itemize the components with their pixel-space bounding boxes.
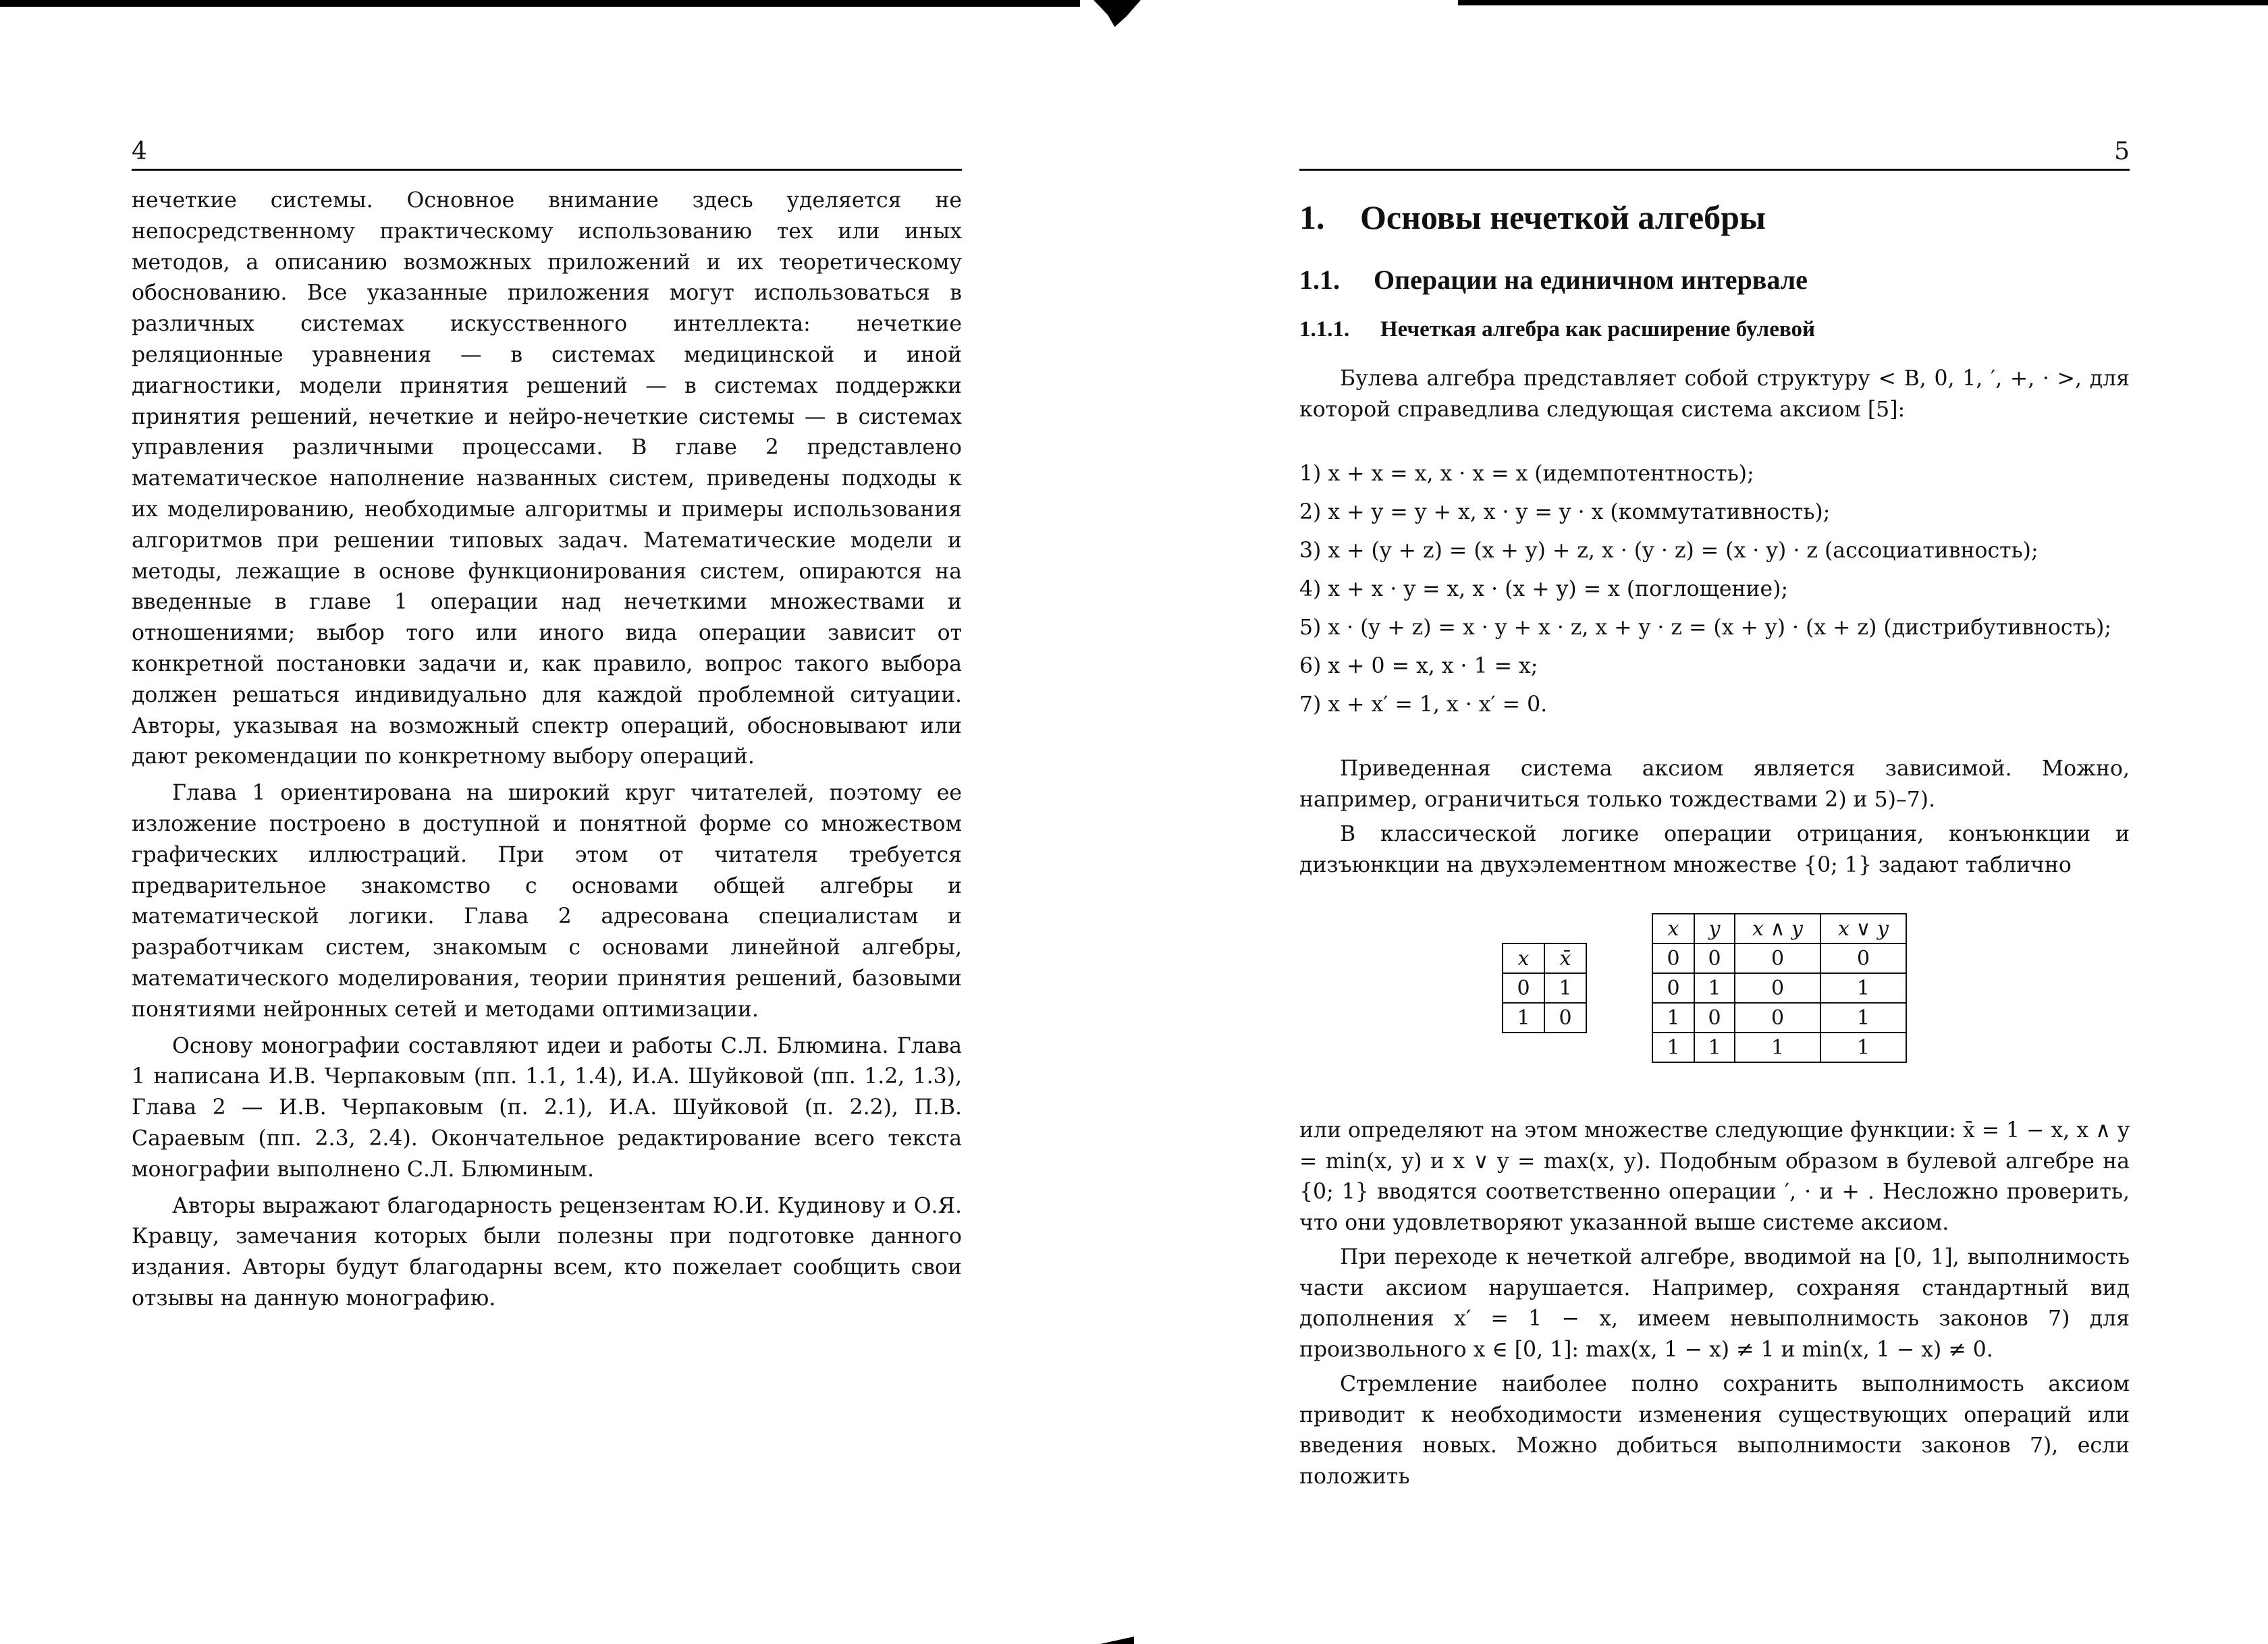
left-paragraph-4: Авторы выражают благодарность рецензентам Ю.И. Кудинову и О.Я. Кравцу, замечания которых были полезны при подготовке данного издания. Авторы будут благодарны всем, кто пожелает сообщить свои отзывы на данную монографию. — [132, 1193, 962, 1311]
scan-blot-top — [1094, 0, 1141, 27]
table-header-cell: x — [1503, 943, 1544, 973]
right-page — [1299, 135, 2130, 1492]
table-row — [1652, 973, 1906, 1003]
table-cell: 1 — [1735, 1033, 1820, 1062]
table-cell: 0 — [1735, 973, 1820, 1003]
table-cell: 1 — [1694, 1033, 1735, 1062]
subsection-heading — [1299, 317, 2130, 342]
axiom-item: 3) x + (y + z) = (x + y) + z, x · (y · z) = (x · y) · z (ассоциативность); — [1299, 539, 2039, 563]
section-title: Операции на единичном интервале — [1374, 265, 1808, 295]
table-header-cell: x̄ — [1544, 943, 1586, 973]
section-number: 1.1. — [1299, 265, 1340, 295]
table-cell: 1 — [1820, 1033, 1906, 1062]
scan-blot-bottom — [1100, 1637, 1134, 1644]
table-row — [1652, 1033, 1906, 1062]
chapter-heading — [1299, 198, 2130, 237]
table-cell: 1 — [1503, 1003, 1544, 1033]
chapter-number: 1. — [1299, 198, 1325, 236]
subsection-number: 1.1.1. — [1299, 317, 1350, 341]
axiom-item: 4) x + x · y = x, x · (x + y) = x (поглощение); — [1299, 577, 1789, 601]
table-header-cell: x ∧ y — [1735, 914, 1820, 943]
table-cell: 0 — [1652, 973, 1694, 1003]
table-row — [1503, 973, 1586, 1003]
scan-edge-left — [0, 0, 1080, 7]
table-cell: 0 — [1820, 943, 1906, 973]
axiom-item: 7) x + x′ = 1, x · x′ = 0. — [1299, 692, 1548, 717]
left-paragraph-2: Глава 1 ориентирована на широкий круг читателей, поэтому ее изложение построено в доступной и понятной форме со множеством графических иллюстраций. При этом от читателя требуется предварительное знакомство с основами общей алгебры и математической логики. Глава 2 адресована специалистам и разработчикам систем, знакомым с основами линейной алгебры, математического моделирования, теории принятия решений, базовыми понятиями нейронных сетей и методами оптимизации. — [132, 781, 962, 1022]
left-body-text — [132, 186, 962, 1315]
table-header-row — [1503, 943, 1586, 973]
axiom-item: 1) x + x = x, x · x = x (идемпотентность); — [1299, 462, 1754, 486]
preserve-axioms-paragraph: Стремление наиболее полно сохранить выполнимость аксиом приводит к необходимости изменения существующих операций или введения новых. Можно добиться выполнимости законов 7), если положить — [1299, 1372, 2130, 1489]
truth-tables — [1299, 908, 2130, 1103]
functions-paragraph: или определяют на этом множестве следующие функции: x̄ = 1 − x, x ∧ y = min(x, y) и x ∨ y = max(x, y). Подобным образом в булевой алгебре на {0; 1} вводятся соответственно операции ′, · и + . Несложно проверить, что они удовлетворяют указанной выше системе аксиом. — [1299, 1118, 2130, 1235]
table-cell: 1 — [1544, 973, 1586, 1003]
table-cell: 1 — [1694, 973, 1735, 1003]
table-cell: 0 — [1503, 973, 1544, 1003]
table-cell: 1 — [1820, 973, 1906, 1003]
right-middle-block — [1299, 754, 2130, 881]
operations-table — [1652, 913, 1907, 1063]
axiom-item: 2) x + y = y + x, x · y = y · x (коммутативность); — [1299, 500, 1831, 524]
axiom-list — [1299, 455, 2130, 724]
table-row — [1652, 943, 1906, 973]
negation-table — [1502, 943, 1587, 1033]
table-cell: 0 — [1544, 1003, 1586, 1033]
table-cell: 0 — [1694, 1003, 1735, 1033]
left-paragraph-3: Основу монографии составляют идеи и работы С.Л. Блюмина. Глава 1 написана И.В. Черпаковым (пп. 1.1, 1.4), И.А. Шуйковой (пп. 1.2, 1.3), Глава 2 — И.В. Черпаковым (п. 2.1), И.А. Шуйковой (п. 2.2), П.В. Сараевым (пп. 2.3, 2.4). Окончательное редактирование всего текста монографии выполнено С.Л. Блюминым. — [132, 1033, 962, 1182]
table-cell: 0 — [1735, 943, 1820, 973]
table-cell: 1 — [1652, 1033, 1694, 1062]
boolean-algebra-intro: Булева алгебра представляет собой структуру < B, 0, 1, ′, +, · >, для которой справедлива следующая система аксиом [5]: — [1299, 366, 2130, 422]
table-header-cell: x ∨ y — [1820, 914, 1906, 943]
table-cell: 1 — [1652, 1003, 1694, 1033]
table-cell: 0 — [1652, 943, 1694, 973]
section-heading — [1299, 264, 2130, 296]
left-page-number: 4 — [132, 138, 147, 165]
table-cell: 0 — [1735, 1003, 1820, 1033]
right-page-number: 5 — [2114, 138, 2130, 165]
dependent-axioms-paragraph: Приведенная система аксиом является зависимой. Можно, например, ограничиться только тождествами 2) и 5)–7). — [1299, 757, 2130, 812]
table-row — [1503, 1003, 1586, 1033]
table-cell: 0 — [1694, 943, 1735, 973]
left-running-head — [132, 135, 962, 171]
left-page — [132, 135, 962, 1315]
axiom-item: 6) x + 0 = x, x · 1 = x; — [1299, 654, 1538, 678]
table-cell: 1 — [1820, 1003, 1906, 1033]
table-header-cell: y — [1694, 914, 1735, 943]
table-row — [1652, 1003, 1906, 1033]
chapter-title: Основы нечеткой алгебры — [1360, 198, 1766, 236]
right-intro-block — [1299, 364, 2130, 425]
right-running-head — [1299, 135, 2130, 171]
table-header-row — [1652, 914, 1906, 943]
subsection-title: Нечеткая алгебра как расширение булевой — [1380, 317, 1815, 341]
classic-logic-paragraph: В классической логике операции отрицания, конъюнкции и дизъюнкции на двухэлементном множестве {0; 1} задают таблично — [1299, 822, 2130, 877]
right-bottom-block — [1299, 1116, 2130, 1492]
fuzzy-transition-paragraph: При переходе к нечеткой алгебре, вводимой на [0, 1], выполнимость части аксиом нарушается. Например, сохраняя стандартный вид дополнения x′ = 1 − x, имеем невыполнимость законов 7) для произвольного x ∈ [0, 1]: max(x, 1 − x) ≠ 1 и min(x, 1 − x) ≠ 0. — [1299, 1245, 2130, 1362]
left-paragraph-1: нечеткие системы. Основное внимание здесь уделяется не непосредственному практическому использованию тех или иных методов, а описанию возможных приложений и их теоретическому обоснованию. Все указанные приложения могут использоваться в различных системах искусственного интеллекта: нечеткие реляционные уравнения — в системах медицинской и иной диагностики, модели принятия решений — в системах поддержки принятия решений, нечеткие и нейро-нечеткие системы — в системах управления различными процессами. В главе 2 представлено математическое наполнение названных систем, приведены подходы к их моделированию, необходимые алгоритмы и примеры использования алгоритмов при решении типовых задач. Математические модели и методы, лежащие в основе функционирования систем, опираются на введенные в главе 1 операции над нечеткими множествами и отношениями; выбор того или иного вида операции зависит от конкретной постановки задачи и, как правило, вопрос такого выбора должен решаться индивидуально для каждой проблемной ситуации. Авторы, указывая на возможный спектр операций, обосновывают или дают рекомендации по конкретному выбору операций. — [132, 188, 962, 769]
axiom-item: 5) x · (y + z) = x · y + x · z, x + y · z = (x + y) · (x + z) (дистрибутивность); — [1299, 615, 2112, 640]
scan-edge-right — [1458, 0, 2268, 5]
table-header-cell: x — [1652, 914, 1694, 943]
